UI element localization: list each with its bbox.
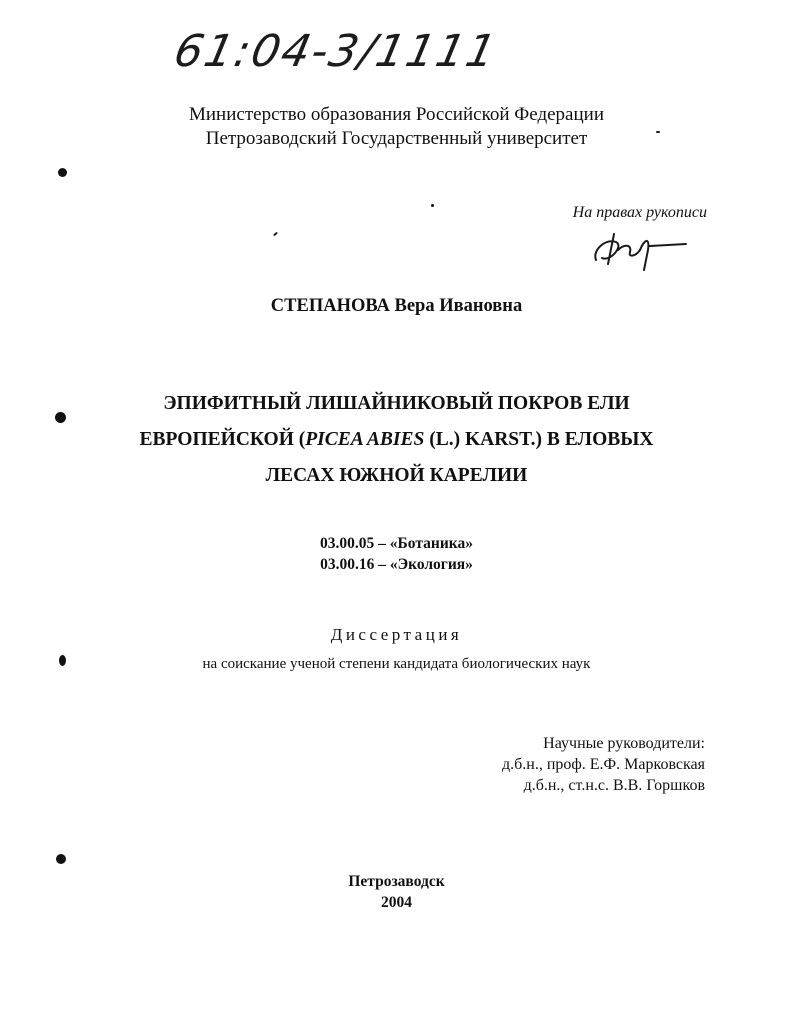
title-line-2: ЕВРОПЕЙСКОЙ (PICEA ABIES (L.) KARST.) В ЕЛОВЫХ bbox=[139, 429, 654, 450]
advisors-heading: Научные руководители: bbox=[543, 735, 705, 752]
place-and-year bbox=[0, 871, 793, 913]
university-name: Петрозаводский Государственный университет bbox=[205, 128, 588, 149]
document-type: Диссертация bbox=[330, 625, 463, 644]
scientific-advisors bbox=[502, 733, 705, 796]
specialty-botany: 03.00.05 – «Ботаника» bbox=[320, 535, 473, 552]
binding-mark bbox=[58, 168, 67, 177]
year: 2004 bbox=[381, 894, 412, 911]
manuscript-rights-note: На правах рукописи bbox=[572, 204, 707, 221]
degree-purpose: на соискание ученой степени кандидата биологических наук bbox=[202, 656, 591, 672]
binding-mark bbox=[55, 412, 66, 423]
binding-mark bbox=[56, 854, 66, 864]
author-name: СТЕПАНОВА Вера Ивановна bbox=[270, 296, 523, 316]
ministry-name: Министерство образования Российской Федерации bbox=[189, 104, 604, 125]
specialty-codes bbox=[0, 533, 793, 575]
latin-species-name: PICEA ABIES bbox=[305, 429, 425, 450]
handwritten-signature bbox=[588, 220, 688, 272]
city: Петрозаводск bbox=[348, 873, 445, 890]
speck bbox=[656, 131, 660, 133]
handwritten-catalog-number: 61:04-3/1111 bbox=[169, 26, 503, 77]
advisor-1: д.б.н., проф. Е.Ф. Марковская bbox=[501, 756, 705, 773]
dissertation-title bbox=[0, 386, 793, 494]
speck bbox=[431, 204, 434, 207]
speck bbox=[273, 232, 278, 237]
institution-header bbox=[0, 103, 793, 151]
binding-mark bbox=[59, 655, 66, 666]
advisor-2: д.б.н., ст.н.с. В.В. Горшков bbox=[523, 777, 705, 794]
title-line-1: ЭПИФИТНЫЙ ЛИШАЙНИКОВЫЙ ПОКРОВ ЕЛИ bbox=[163, 393, 630, 414]
title-line-3: ЛЕСАХ ЮЖНОЙ КАРЕЛИИ bbox=[265, 465, 528, 486]
specialty-ecology: 03.00.16 – «Экология» bbox=[320, 556, 473, 573]
